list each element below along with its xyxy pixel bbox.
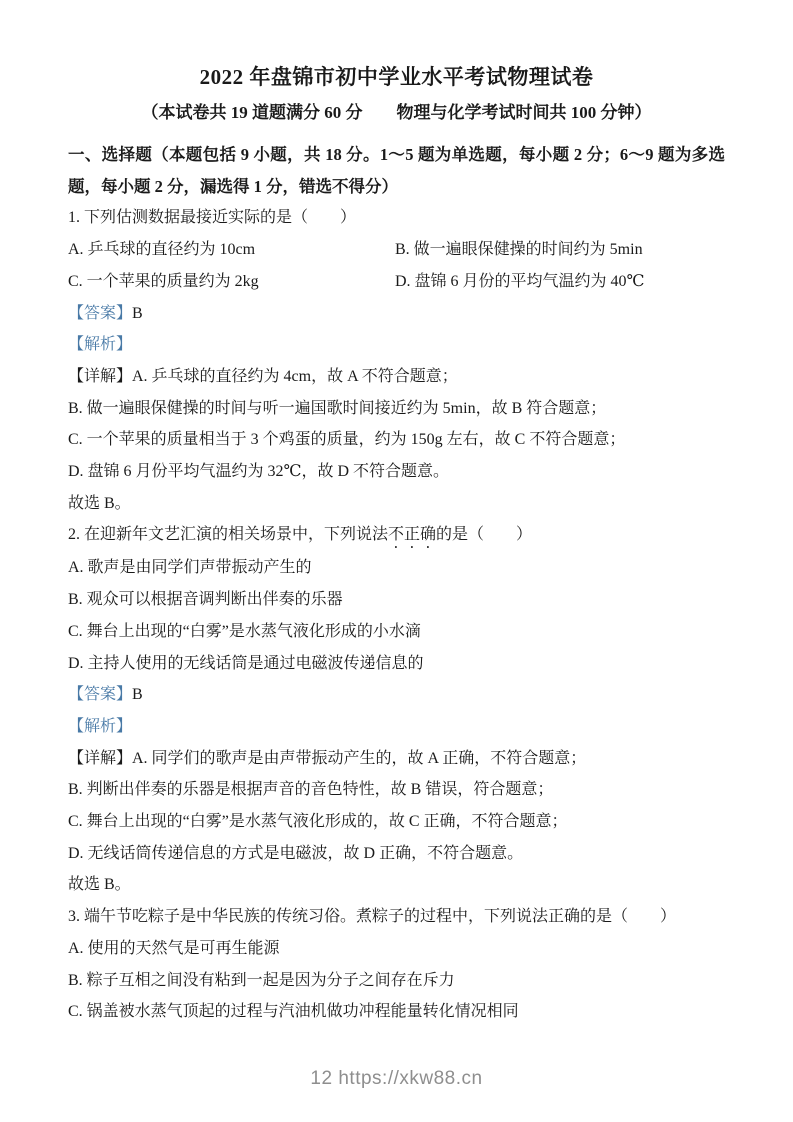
analysis-label: 【解析】 [68,336,133,354]
question-1-option-d: D. 盘锦 6 月份的平均气温约为 40℃ [395,272,645,290]
answer-label: 【答案】 [68,686,133,704]
question-1-options-row-2 [68,266,725,298]
page-title: 2022 年盘锦市初中学业水平考试物理试卷 [199,65,594,89]
question-1-detail-b: B. 做一遍眼保健操的时间与听一遍国歌时间接近约为 5min，故 B 符合题意； [68,399,607,417]
question-1-option-b: B. 做一遍眼保健操的时间约为 5min [395,241,643,259]
question-2-answer-line [68,679,725,711]
footer-url: https://xkw88.cn [338,1068,483,1089]
question-3-option-c: C. 锅盖被水蒸气顶起的过程与汽油机做功冲程能量转化情况相同 [68,1003,519,1021]
question-3-stem: 3. 端午节吃粽子是中华民族的传统习俗。煮粽子的过程中，下列说法正确的是（ ） [68,908,677,926]
question-2-stem [68,519,725,552]
question-2-option-d: D. 主持人使用的无线话筒是通过电磁波传递信息的 [68,654,424,672]
question-1-answer-value: B [132,304,143,322]
question-2-detail-d: D. 无线话筒传递信息的方式是电磁波，故 D 正确，不符合题意。 [68,844,524,862]
paper-subtitle: （本试卷共 19 道题满分 60 分 物理与化学考试时间共 100 分钟） [141,103,652,122]
answer-label: 【答案】 [68,304,133,322]
question-2-analysis-line [68,711,725,743]
question-2-stem-after: 的是（ ） [436,526,533,544]
question-1-detail-c: C. 一个苹果的质量相当于 3 个鸡蛋的质量，约为 150g 左右，故 C 不符合题意； [68,431,626,449]
question-1-option-c: C. 一个苹果的质量约为 2kg [68,272,259,290]
question-2-detail-a: 【详解】A. 同学们的歌声是由声带振动产生的，故 A 正确，不符合题意； [68,749,587,767]
question-2-option-b: B. 观众可以根据音调判断出伴奏的乐器 [68,591,343,609]
question-2-answer-value: B [132,686,143,704]
question-2-stem-before: 2. 在迎新年文艺汇演的相关场景中，下列说法 [68,526,389,544]
question-3-option-b: B. 粽子互相之间没有粘到一起是因为分子之间存在斥力 [68,971,455,989]
question-3-option-a: A. 使用的天然气是可再生能源 [68,939,280,957]
question-2-detail-c: C. 舞台上出现的“白雾”是水蒸气液化形成的，故 C 正确，不符合题意； [68,813,568,831]
question-1-answer-line [68,298,725,330]
question-1-conclusion: 故选 B。 [68,494,131,512]
page-footer [0,1068,793,1090]
question-1-option-a: A. 乒乓球的直径约为 10cm [68,241,256,259]
question-2-conclusion: 故选 B。 [68,876,131,894]
question-1-stem: 1. 下列估测数据最接近实际的是（ ） [68,209,357,227]
question-2-detail-b: B. 判断出伴奏的乐器是根据声音的音色特性，故 B 错误，符合题意； [68,781,554,799]
question-2-option-a: A. 歌声是由同学们声带振动产生的 [68,559,312,577]
question-1-options-row-1 [68,234,725,266]
question-1-analysis-line [68,329,725,361]
question-1-detail-d: D. 盘锦 6 月份平均气温约为 32℃，故 D 不符合题意。 [68,463,450,481]
section-heading-choice-questions: 一、选择题（本题包括 9 小题，共 18 分。1～5 题为单选题，每小题 2 分；6～9 题为多选题，每小题 2 分，漏选得 1 分，错选不得分） [68,145,726,196]
analysis-label: 【解析】 [68,717,133,735]
page-number: 12 [310,1068,333,1089]
question-2-stem-emphasized: 不正确 [388,526,437,544]
question-1-detail-a: 【详解】A. 乒乓球的直径约为 4cm，故 A 不符合题意； [68,367,458,385]
question-2-option-c: C. 舞台上出现的“白雾”是水蒸气液化形成的小水滴 [68,622,421,640]
